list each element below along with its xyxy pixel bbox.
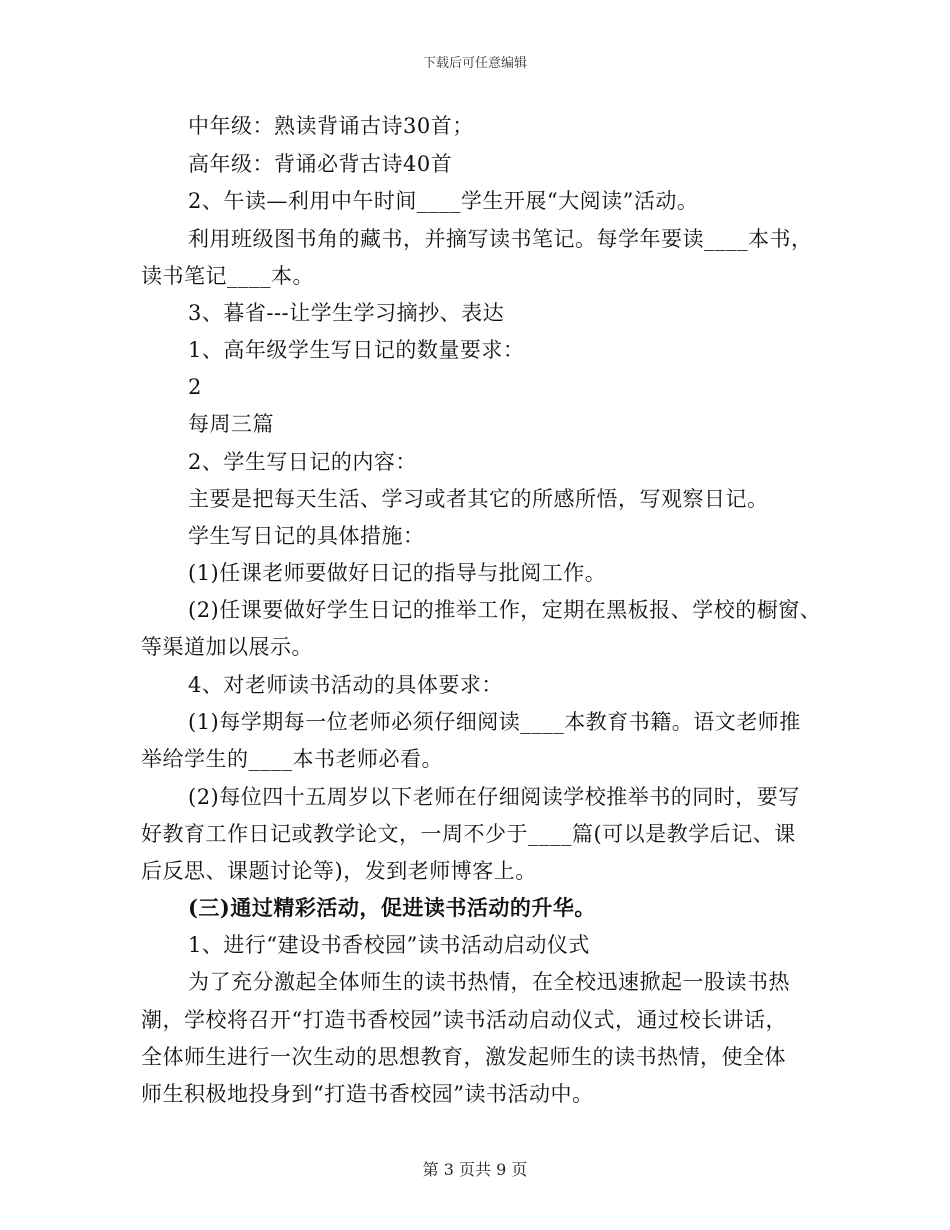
text-line: 每周三篇: [188, 412, 274, 436]
text-line: 潮，学校将召开“打造书香校园”读书活动启动仪式，通过校长讲话，: [141, 1008, 787, 1032]
text-line: 2: [188, 375, 202, 399]
text-line: 2、学生写日记的内容：: [188, 450, 417, 474]
text-line: 高年级：背诵必背古诗40首: [188, 152, 453, 176]
text-line: 4、对老师读书活动的具体要求：: [188, 673, 503, 697]
text-line: 2、午读—利用中午时间____学生开展“大阅读”活动。: [188, 189, 699, 213]
page-footer: 第 3 页共 9 页: [422, 1160, 528, 1179]
text-line: 1、进行“建设书香校园”读书活动启动仪式: [188, 933, 590, 957]
text-line: (1)任课老师要做好日记的指导与批阅工作。: [188, 561, 607, 585]
text-line: (2)每位四十五周岁以下老师在仔细阅读学校推举书的同时，要写: [188, 785, 800, 809]
text-line: 主要是把每天生活、学习或者其它的所感所悟，写观察日记。: [188, 487, 769, 511]
text-line: 好教育工作日记或教学论文，一周不少于____篇(可以是教学后记、课: [141, 822, 796, 846]
section-heading: (三)通过精彩活动，促进读书活动的升华。: [188, 895, 596, 920]
text-line: 全体师生进行一次生动的思想教育，激发起师生的读书热情，使全体: [141, 1045, 786, 1069]
text-line: 等渠道加以展示。: [141, 635, 313, 659]
text-line: 3、暮省---让学生学习摘抄、表达: [188, 301, 505, 325]
text-line: 为了充分激起全体师生的读书热情，在全校迅速掀起一股读书热: [188, 970, 790, 994]
text-line: 举给学生的____本书老师必看。: [141, 747, 443, 771]
page-header: 下载后可任意编辑: [422, 56, 527, 71]
text-line: (1)每学期每一位老师必须仔细阅读____本教育书籍。语文老师推: [188, 710, 801, 734]
text-line: 中年级：熟读背诵古诗30首；: [188, 114, 474, 138]
text-line: 师生积极地投身到“打造书香校园”读书活动中。: [141, 1082, 594, 1106]
text-line: 读书笔记____本。: [141, 264, 314, 288]
text-line: 学生写日记的具体措施：: [188, 524, 425, 548]
text-line: 利用班级图书角的藏书，并摘写读书笔记。每学年要读____本书，: [188, 227, 813, 251]
text-line: 后反思、课题讨论等)，发到老师博客上。: [141, 859, 537, 883]
text-line: 1、高年级学生写日记的数量要求：: [188, 338, 525, 362]
text-line: (2)任课要做好学生日记的推举工作，定期在黑板报、学校的橱窗、: [188, 598, 822, 622]
